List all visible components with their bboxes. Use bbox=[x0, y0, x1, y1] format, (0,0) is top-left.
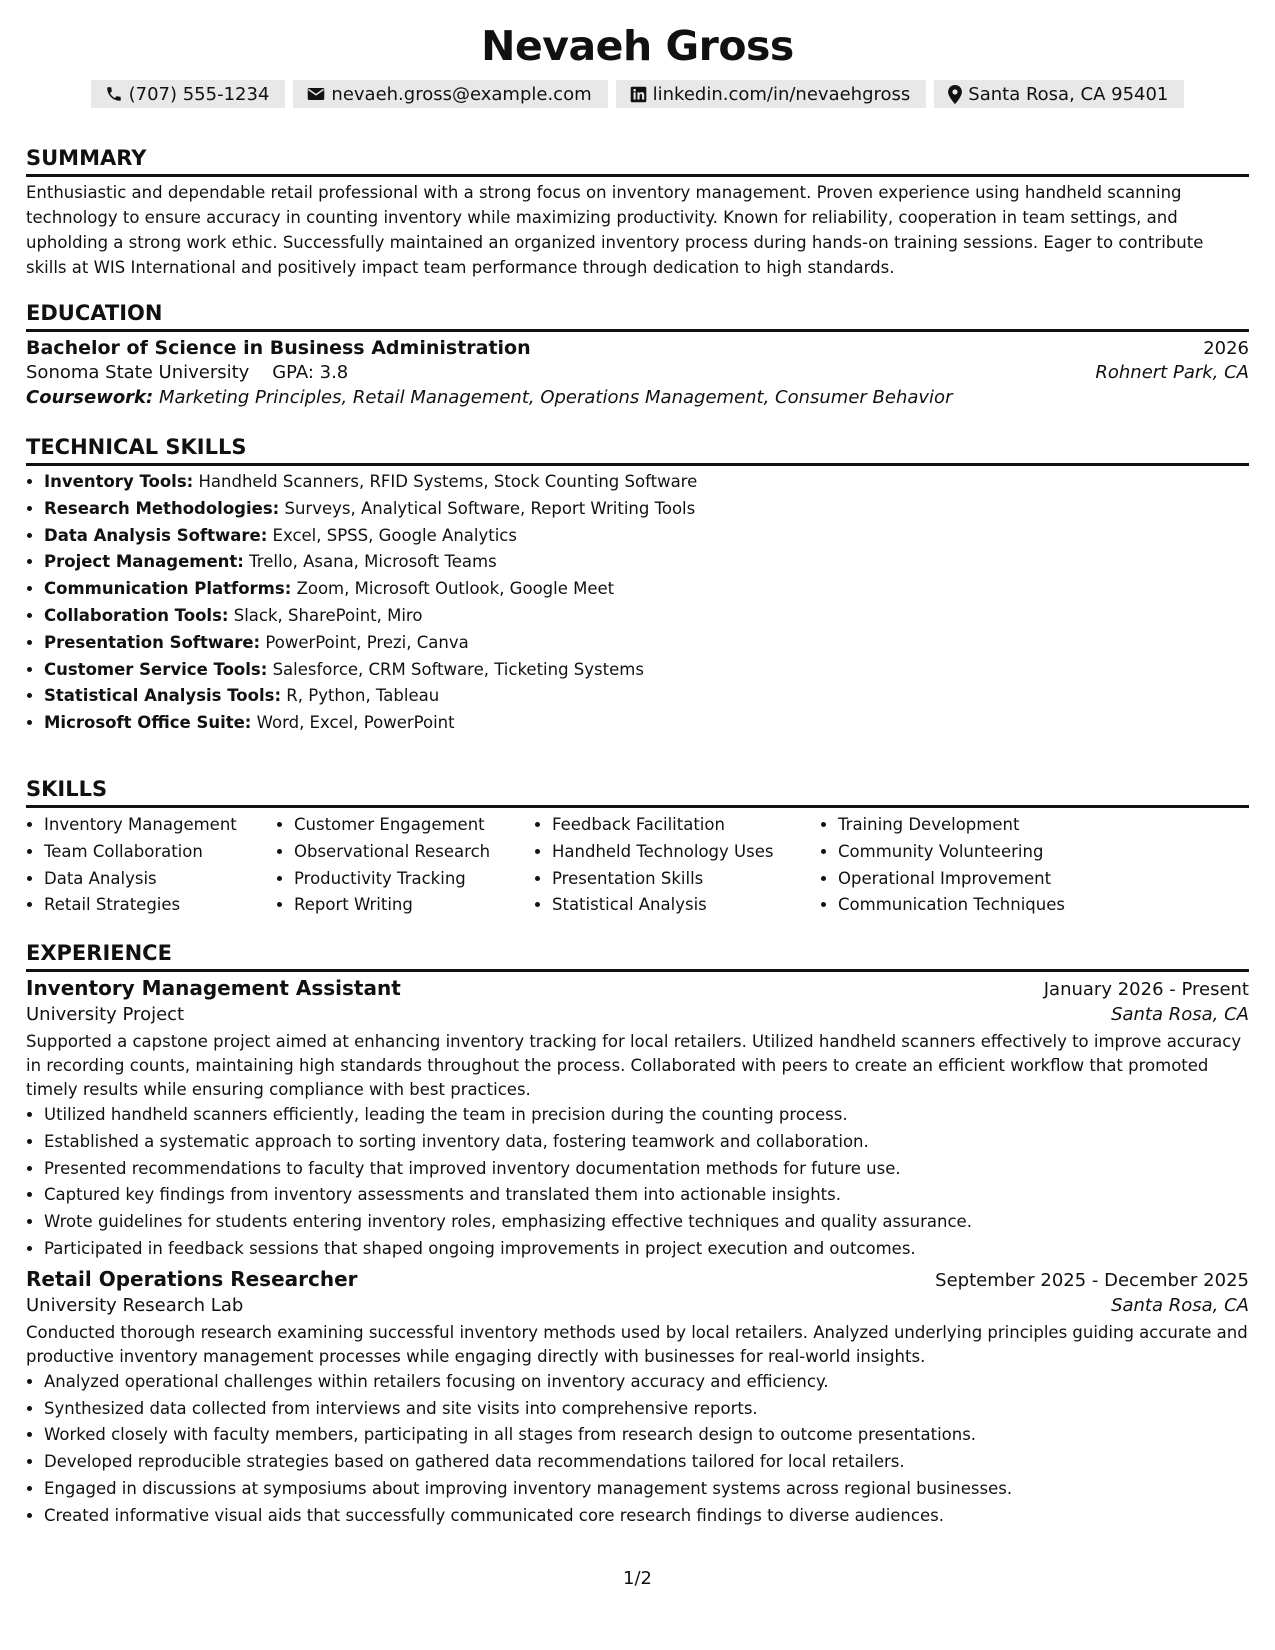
list-item: • Captured key findings from inventory assessments and translated them into actionable insights. bbox=[44, 1182, 1249, 1209]
item-value: Trello, Asana, Microsoft Teams bbox=[249, 552, 497, 572]
job-title: Inventory Management Assistant bbox=[26, 976, 401, 1000]
item-label: Communication Platforms: bbox=[44, 579, 292, 599]
school-name: Sonoma State University bbox=[26, 362, 250, 383]
contact-bar bbox=[0, 80, 1275, 108]
skills-column bbox=[276, 812, 534, 919]
list-item: • Training Development bbox=[838, 812, 1118, 839]
list-item: • Communication Techniques bbox=[838, 892, 1118, 919]
experience-section bbox=[26, 940, 1249, 1530]
item-label: Collaboration Tools: bbox=[44, 605, 229, 625]
section-title-education: EDUCATION bbox=[26, 300, 1249, 332]
list-item: • Data Analysis bbox=[44, 866, 276, 893]
item-label: Customer Service Tools: bbox=[44, 659, 268, 679]
item-value: Zoom, Microsoft Outlook, Google Meet bbox=[296, 579, 615, 599]
list-item: • Presentation Skills bbox=[552, 866, 820, 893]
item-label: Data Analysis Software: bbox=[44, 525, 268, 545]
list-item: • Observational Research bbox=[294, 839, 534, 866]
job-title: Retail Operations Researcher bbox=[26, 1266, 358, 1291]
linkedin-text: linkedin.com/in/nevaehgross bbox=[652, 83, 911, 105]
job-entry bbox=[26, 1267, 1249, 1530]
list-item bbox=[44, 603, 1249, 630]
list-item bbox=[44, 630, 1249, 657]
item-value: Slack, SharePoint, Miro bbox=[233, 605, 423, 625]
skills-column bbox=[820, 812, 1118, 919]
email-text: nevaeh.gross@example.com bbox=[331, 83, 592, 105]
item-value: Word, Excel, PowerPoint bbox=[256, 713, 455, 733]
linkedin-icon bbox=[630, 86, 647, 103]
item-value: Surveys, Analytical Software, Report Writing Tools bbox=[284, 498, 696, 518]
technical-skills-section bbox=[26, 434, 1249, 737]
list-item: • Customer Engagement bbox=[294, 812, 534, 839]
graduation-year: 2026 bbox=[1203, 338, 1249, 359]
job-org: University Project bbox=[26, 1004, 185, 1025]
summary-section bbox=[26, 145, 1249, 280]
summary-text: Enthusiastic and dependable retail professional with a strong focus on inventory management. Proven experience using handheld scanning technology to ensure accuracy in counting inventory while maximizing productivity. Known for reliability, cooperation in team settings, and upholding a strong work ethic. Successfully maintained an organized inventory process during hands-on training sessions. Eager to contribute skills at WIS International and positively impact team performance through dedication to high standards. bbox=[26, 183, 1204, 277]
list-item bbox=[44, 549, 1249, 576]
location-chip bbox=[934, 80, 1184, 108]
phone-chip[interactable] bbox=[91, 80, 286, 108]
list-item: • Handheld Technology Uses bbox=[552, 839, 820, 866]
item-value: Excel, SPSS, Google Analytics bbox=[272, 525, 517, 545]
item-label: Statistical Analysis Tools: bbox=[44, 686, 282, 706]
email-chip[interactable] bbox=[293, 80, 607, 108]
list-item: • Operational Improvement bbox=[838, 866, 1118, 893]
list-item bbox=[44, 683, 1249, 710]
list-item: • Inventory Management bbox=[44, 812, 276, 839]
school-location: Rohnert Park, CA bbox=[1095, 362, 1249, 383]
degree: Bachelor of Science in Business Administration bbox=[26, 337, 531, 359]
coursework-label: Coursework: bbox=[26, 387, 154, 408]
list-item: • Report Writing bbox=[294, 892, 534, 919]
list-item: • Participated in feedback sessions that shaped ongoing improvements in project execution and outcomes. bbox=[44, 1236, 1249, 1263]
list-item: • Retail Strategies bbox=[44, 892, 276, 919]
list-item: • Community Volunteering bbox=[838, 839, 1118, 866]
section-title-technical-skills: TECHNICAL SKILLS bbox=[26, 434, 1249, 466]
list-item: • Feedback Facilitation bbox=[552, 812, 820, 839]
skills-column bbox=[26, 812, 276, 919]
list-item: • Analyzed operational challenges within retailers focusing on inventory accuracy and efficiency. bbox=[44, 1369, 1249, 1396]
item-label: Inventory Tools: bbox=[44, 472, 194, 491]
map-pin-icon bbox=[948, 85, 962, 104]
list-item bbox=[44, 496, 1249, 523]
skills-grid bbox=[26, 808, 1249, 919]
list-item: • Productivity Tracking bbox=[294, 866, 534, 893]
phone-icon bbox=[105, 85, 123, 103]
item-label: Presentation Software: bbox=[44, 632, 261, 652]
job-description: Conducted thorough research examining successful inventory methods used by local retailers. Analyzed underlying principles guiding accurate and productive inventory management processes while engaging directly with businesses for real-world insights. bbox=[26, 1322, 1248, 1366]
item-label: Research Methodologies: bbox=[44, 498, 280, 518]
phone-text: (707) 555-1234 bbox=[128, 83, 270, 105]
technical-skills-list bbox=[26, 469, 1249, 737]
list-item bbox=[44, 710, 1249, 737]
job-bullets bbox=[26, 1369, 1249, 1530]
location-text: Santa Rosa, CA 95401 bbox=[968, 83, 1169, 105]
job-dates: January 2026 - Present bbox=[1043, 979, 1249, 1000]
list-item bbox=[44, 523, 1249, 550]
job-location: Santa Rosa, CA bbox=[1111, 1004, 1249, 1025]
candidate-name: Nevaeh Gross bbox=[481, 22, 794, 70]
list-item bbox=[44, 657, 1249, 684]
coursework-list: Marketing Principles, Retail Management, Operations Management, Consumer Behavior bbox=[158, 387, 953, 408]
list-item: • Statistical Analysis bbox=[552, 892, 820, 919]
coursework-line bbox=[26, 387, 1249, 408]
list-item: • Created informative visual aids that successfully communicated core research findings to diverse audiences. bbox=[44, 1503, 1249, 1530]
item-label: Microsoft Office Suite: bbox=[44, 713, 252, 733]
job-dates: September 2025 - December 2025 bbox=[935, 1269, 1249, 1291]
page-number: 1/2 bbox=[623, 1568, 652, 1589]
list-item bbox=[44, 469, 1249, 496]
education-section bbox=[26, 300, 1249, 408]
skills-section bbox=[26, 776, 1249, 919]
list-item: • Presented recommendations to faculty that improved inventory documentation methods for future use. bbox=[44, 1156, 1249, 1183]
gpa: GPA: 3.8 bbox=[272, 362, 349, 383]
list-item: • Utilized handheld scanners efficiently, leading the team in precision during the counting process. bbox=[44, 1102, 1249, 1129]
item-value: Salesforce, CRM Software, Ticketing Systems bbox=[272, 659, 644, 679]
item-label: Project Management: bbox=[44, 552, 244, 572]
item-value: R, Python, Tableau bbox=[286, 686, 440, 706]
list-item bbox=[44, 576, 1249, 603]
section-title-skills: SKILLS bbox=[26, 776, 1249, 808]
job-location: Santa Rosa, CA bbox=[1111, 1294, 1249, 1316]
list-item: • Established a systematic approach to sorting inventory data, fostering teamwork and collaboration. bbox=[44, 1129, 1249, 1156]
envelope-icon bbox=[307, 86, 325, 102]
list-item: • Synthesized data collected from interviews and site visits into comprehensive reports. bbox=[44, 1396, 1249, 1423]
list-item: • Worked closely with faculty members, participating in all stages from research design to outcome presentations. bbox=[44, 1422, 1249, 1449]
list-item: • Team Collaboration bbox=[44, 839, 276, 866]
list-item: • Wrote guidelines for students entering inventory roles, emphasizing effective techniques and quality assurance. bbox=[44, 1209, 1249, 1236]
list-item: • Engaged in discussions at symposiums about improving inventory management systems across regional businesses. bbox=[44, 1476, 1249, 1503]
section-title-experience: EXPERIENCE bbox=[26, 940, 1249, 972]
skills-column bbox=[534, 812, 820, 919]
list-item: • Developed reproducible strategies based on gathered data recommendations tailored for local retailers. bbox=[44, 1449, 1249, 1476]
item-value: PowerPoint, Prezi, Canva bbox=[265, 632, 469, 652]
job-bullets bbox=[26, 1102, 1249, 1263]
item-value: Handheld Scanners, RFID Systems, Stock Counting Software bbox=[198, 472, 698, 491]
job-org: University Research Lab bbox=[26, 1294, 244, 1316]
job-description: Supported a capstone project aimed at enhancing inventory tracking for local retailers. Utilized handheld scanners effectively to improve accuracy in recording counts, maintaining high standards throughout the process. Collaborated with peers to create an efficient workflow that promoted timely results while ensuring compliance with best practices. bbox=[26, 1032, 1242, 1099]
job-entry bbox=[26, 976, 1249, 1263]
linkedin-chip[interactable] bbox=[616, 80, 927, 108]
section-title-summary: SUMMARY bbox=[26, 145, 1249, 177]
